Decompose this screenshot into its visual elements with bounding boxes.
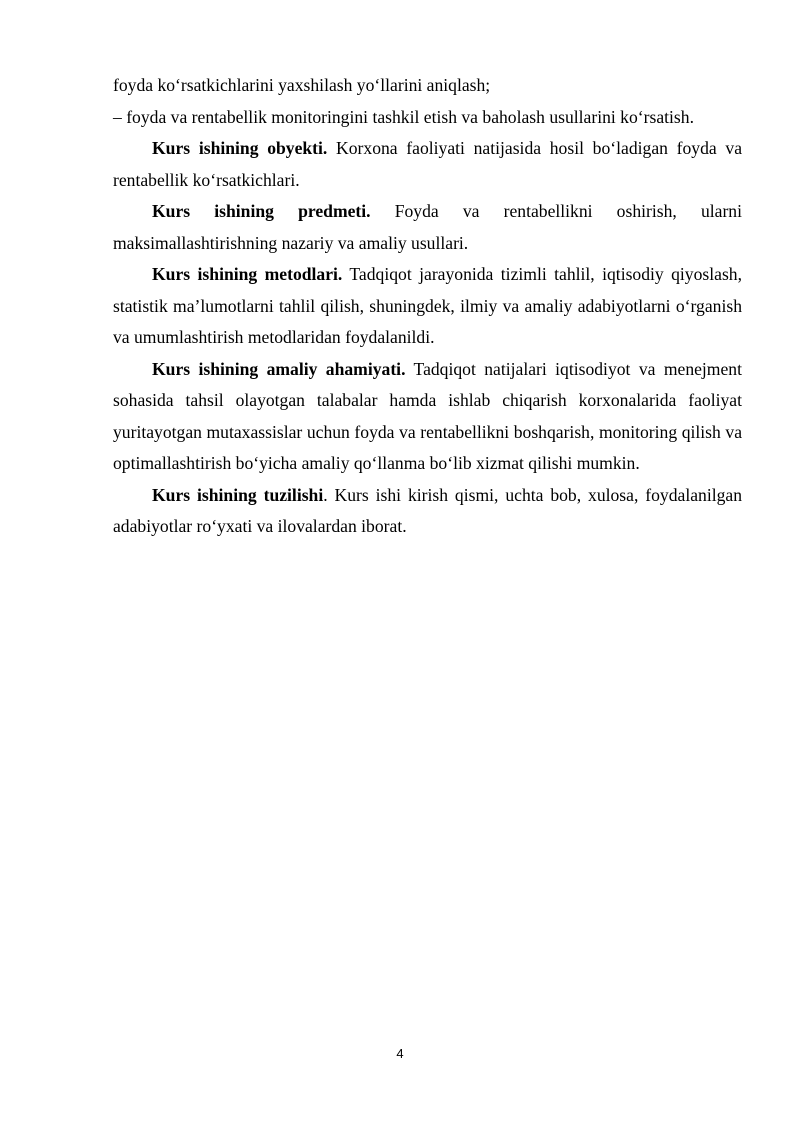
paragraph-structure [113,480,742,543]
paragraph-continuation [113,70,742,102]
paragraph-text: Tadqiqot jarayonida tizimli tahlil, iqtisodiy qiyoslash, statistik ma’lumotlarni tahlil qilish, shuningdek, ilmiy va amaliy adabiyotlarni oʻrganish va umumlashtirish metodlaridan foydalanildi. [113,264,742,347]
paragraph-heading: Kurs ishining obyekti. [152,138,328,158]
paragraph-heading: Kurs ishining amaliy ahamiyati. [152,358,406,379]
paragraph-methods [113,259,742,354]
paragraph-practical-significance [113,354,742,480]
paragraph-text: Tadqiqot natijalari iqtisodiyot va menejment sohasida tahsil olayotgan talabalar hamda ishlab chiqarish korxonalarida faoliyat yuritayotgan mutaxassislar uchun foyda va rentabellikni boshqarish, monitoring qilish va optimallashtirish boʻyicha amaliy qoʻllanma boʻlib xizmat qilishi mumkin. [113,358,742,473]
paragraph-text: . Kurs ishi kirish qismi, uchta bob, xulosa, foydalanilgan adabiyotlar roʻyxati va ilovalardan iborat. [113,484,742,536]
paragraph-list-item [113,102,742,134]
paragraph-text: – foyda va rentabellik monitoringini tashkil etish va baholash usullarini koʻrsatish. [113,106,694,127]
paragraph-heading: Kurs ishining predmeti. [152,201,371,221]
paragraph-text: Korxona faoliyati natijasida hosil boʻladigan foyda va rentabellik koʻrsatkichlari. [113,138,743,190]
paragraph-object [113,133,742,196]
paragraph-text: Foyda va rentabellikni oshirish, ularni maksimallashtirishning nazariy va amaliy usullari. [113,201,742,253]
document-body [113,70,742,543]
paragraph-subject [113,196,742,259]
paragraph-heading: Kurs ishining tuzilishi [152,484,324,505]
page-number: 4 [396,1046,404,1061]
paragraph-heading: Kurs ishining metodlari. [152,264,343,284]
paragraph-text: foyda koʻrsatkichlarini yaxshilash yoʻllarini aniqlash; [113,75,491,95]
